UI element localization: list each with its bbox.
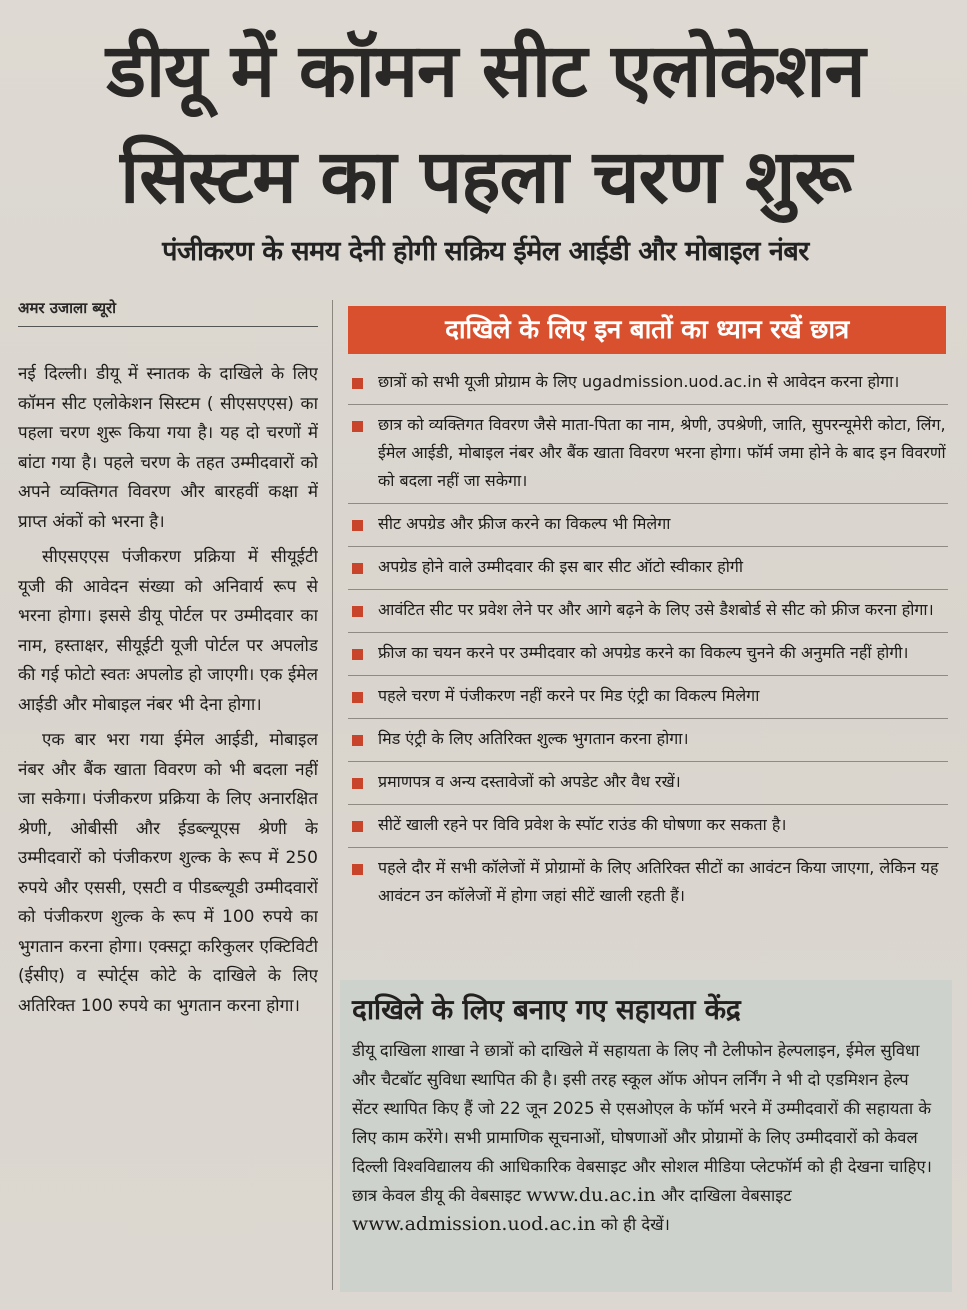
- tip-text: पहले दौर में सभी कॉलेजों में प्रोग्रामों के लिए अतिरिक्त सीटों का आवंटन किया जाएगा, लेकिन यह आवंटन उन कॉलेजों में होगा जहां सीटें खाली रहती हैं।: [378, 858, 939, 905]
- tip-item: [348, 547, 948, 590]
- subheadline: पंजीकरण के समय देनी होगी सक्रिय ईमेल आईडी और मोबाइल नंबर: [162, 236, 809, 267]
- tips-banner: दाखिले के लिए इन बातों का ध्यान रखें छात्र: [348, 306, 946, 354]
- square-bullet-icon: [352, 649, 363, 660]
- tip-item: [348, 848, 948, 918]
- square-bullet-icon: [352, 735, 363, 746]
- help-text-2: और दाखिला वेबसाइट: [660, 1186, 792, 1205]
- headline: [18, 18, 953, 230]
- square-bullet-icon: [352, 421, 363, 432]
- tip-text: सीटें खाली रहने पर विवि प्रवेश के स्पॉट राउंड की घोषणा कर सकता है।: [378, 815, 787, 834]
- tip-item: [348, 762, 948, 805]
- square-bullet-icon: [352, 520, 363, 531]
- square-bullet-icon: [352, 378, 363, 389]
- help-center-body: [352, 1036, 932, 1239]
- square-bullet-icon: [352, 821, 363, 832]
- tip-item: [348, 590, 948, 633]
- tip-item: [348, 676, 948, 719]
- square-bullet-icon: [352, 864, 363, 875]
- square-bullet-icon: [352, 563, 363, 574]
- tips-list: [348, 362, 948, 918]
- tip-item: [348, 362, 948, 405]
- tip-item: [348, 719, 948, 762]
- tip-item: [348, 405, 948, 504]
- tip-text: पहले चरण में पंजीकरण नहीं करने पर मिड एंट्री का विकल्प मिलेगा: [378, 686, 760, 705]
- tip-text: सीट अपग्रेड और फ्रीज करने का विकल्प भी मिलेगा: [378, 514, 671, 533]
- article-paragraph-2: सीएसएएस पंजीकरण प्रक्रिया में सीयूईटी यूजी की आवेदन संख्या को अनिवार्य रूप से भरना होगा। इससे डीयू पोर्टल पर उम्मीदवार का नाम, हस्ताक्षर, सीयूईटी यूजी पोर्टल पर अपलोड की गई फोटो स्वतः अपलोड हो जाएगी। एक ईमेल आईडी और मोबाइल नंबर भी देना होगा।: [18, 547, 318, 715]
- square-bullet-icon: [352, 778, 363, 789]
- du-website-url: www.du.ac.in: [526, 1184, 656, 1206]
- help-center-title: दाखिले के लिए बनाए गए सहायता केंद्र: [352, 993, 741, 1026]
- tip-text: फ्रीज का चयन करने पर उम्मीदवार को अपग्रेड करने का विकल्प चुनने की अनुमति नहीं होगी।: [378, 643, 909, 662]
- tip-text: अपग्रेड होने वाले उम्मीदवार की इस बार सीट ऑटो स्वीकार होगी: [378, 557, 744, 576]
- admission-website-url: www.admission.uod.ac.in: [352, 1213, 596, 1235]
- column-divider: [332, 300, 333, 1290]
- help-text-3: को ही देखें।: [600, 1215, 670, 1234]
- tip-text: छात्रों को सभी यूजी प्रोग्राम के लिए ugadmission.uod.ac.in से आवेदन करना होगा।: [378, 372, 900, 391]
- headline-line-2: सिस्टम का पहला चरण शुरू: [120, 134, 851, 220]
- article-paragraph-1: नई दिल्ली। डीयू में स्नातक के दाखिले के लिए कॉमन सीट एलोकेशन सिस्टम ( सीएसएएस) का पहला चरण शुरू किया गया है। यह दो चरणों में बांटा गया है। पहले चरण के तहत उम्मीदवारों को अपने व्यक्तिगत विवरण और बारहवीं कक्षा में प्राप्त अंकों को भरना है।: [18, 364, 318, 532]
- tip-text: मिड एंट्री के लिए अतिरिक्त शुल्क भुगतान करना होगा।: [378, 729, 689, 748]
- square-bullet-icon: [352, 606, 363, 617]
- tip-text: प्रमाणपत्र व अन्य दस्तावेजों को अपडेट और वैध रखें।: [378, 772, 681, 791]
- tip-item: [348, 504, 948, 547]
- help-text-1: डीयू दाखिला शाखा ने छात्रों को दाखिले में सहायता के लिए नौ टेलीफोन हेल्पलाइन, ईमेल सुविधा और चैटबॉट सुविधा स्थापित की है। इसी तरह स्कूल ऑफ ओपन लर्निंग ने भी दो एडमिशन हेल्प सेंटर स्थापित किए हैं जो 22 जून 2025 से एसओएल के फॉर्म भरने में उम्मीदवारों की सहायता के लिए काम करेंगे। सभी प्रामाणिक सूचनाओं, घोषणाओं और प्रोग्रामों के लिए उम्मीदवारों को केवल दिल्ली विश्वविद्यालय की आधिकारिक वेबसाइट और सोशल मीडिया प्लेटफॉर्म को ही देखना चाहिए। छात्र केवल डीयू की वेबसाइट: [352, 1041, 932, 1205]
- square-bullet-icon: [352, 692, 363, 703]
- article-body: [18, 360, 318, 1295]
- article-paragraph-3: एक बार भरा गया ईमेल आईडी, मोबाइल नंबर और बैंक खाता विवरण को भी बदला नहीं जा सकेगा। पंजीकरण प्रक्रिया के लिए अनारक्षित श्रेणी, ओबीसी और ईडब्ल्यूएस श्रेणी के उम्मीदवारों को पंजीकरण शुल्क के रूप में 250 रुपये और एससी, एसटी व पीडब्ल्यूडी उम्मीदवारों को पंजीकरण शुल्क के रूप में 100 रुपये का भुगतान करना होगा। एक्सट्रा करिकुलर एक्टिविटी (ईसीए) व स्पोर्ट्स कोटे के दाखिले के लिए अतिरिक्त 100 रुपये का भुगतान करना होगा।: [18, 730, 318, 1016]
- tip-item: [348, 633, 948, 676]
- tip-text: आवंटित सीट पर प्रवेश लेने पर और आगे बढ़ने के लिए उसे डैशबोर्ड से सीट को फ्रीज करना होगा।: [378, 600, 934, 619]
- help-center-box: [340, 980, 952, 1292]
- headline-line-1: डीयू में कॉमन सीट एलोकेशन: [106, 28, 865, 114]
- tip-item: [348, 805, 948, 848]
- byline: अमर उजाला ब्यूरो: [18, 298, 318, 327]
- tip-text: छात्र को व्यक्तिगत विवरण जैसे माता-पिता का नाम, श्रेणी, उपश्रेणी, जाति, सुपरन्यूमेरी कोटा, लिंग, ईमेल आईडी, मोबाइल नंबर और बैंक खाता विवरण भरना होगा। फॉर्म जमा होने के बाद इन विवरणों को बदला नहीं जा सकेगा।: [378, 415, 946, 490]
